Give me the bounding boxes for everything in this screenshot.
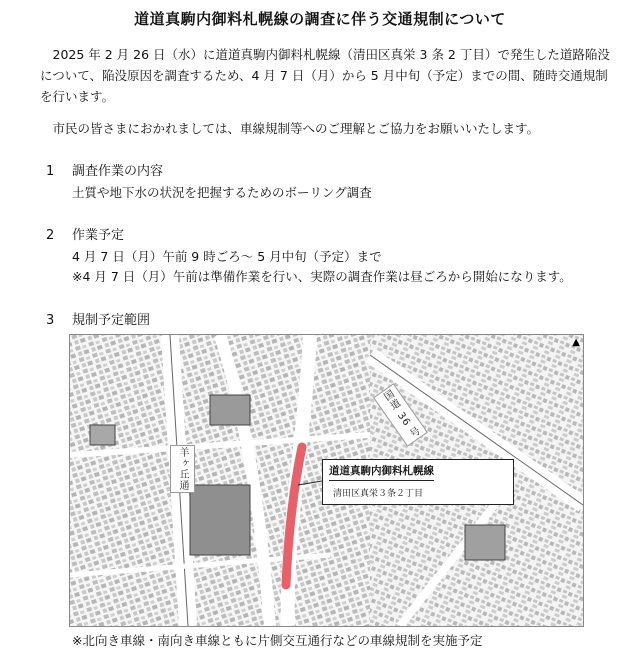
section-1-heading	[46, 163, 163, 181]
section-2-line-1: 4 月 7 日（月）午前 9 時ごろ～ 5 月中旬（予定）まで	[72, 249, 382, 264]
section-3-heading	[46, 312, 150, 330]
regulation-map	[69, 334, 584, 627]
road-label-route-36: 国道 36 号	[373, 383, 428, 447]
section-title: 規制予定範囲	[72, 313, 151, 328]
intro-paragraph-2: 市民の皆さまにおかれましては、車線規制等へのご理解とご協力をお願いいたします。	[52, 121, 540, 136]
road-label-hitsujigaoka: 羊ヶ丘通	[170, 445, 195, 493]
section-number: 2	[46, 228, 55, 243]
section-title: 作業予定	[72, 228, 125, 243]
footnote: ※北向き車線・南向き車線ともに片側交互通行などの車線規制を実施予定	[72, 633, 483, 648]
north-arrow-icon: ▲	[572, 337, 580, 348]
section-number: 1	[46, 164, 55, 179]
callout-location: 清田区真栄３条２丁目	[333, 489, 424, 499]
location-callout	[322, 459, 514, 505]
page-title: 道道真駒内御料札幌線の調査に伴う交通規制について	[134, 10, 506, 28]
section-title: 調査作業の内容	[72, 164, 164, 179]
section-2-heading	[46, 227, 124, 245]
section-1-line-1: 土質や地下水の状況を把握するためのボーリング調査	[72, 185, 372, 200]
callout-road-name: 道道真駒内御料札幌線	[329, 463, 434, 481]
section-number: 3	[46, 313, 55, 328]
intro-paragraph-1: 2025 年 2 月 26 日（水）に道道真駒内御料札幌線（清田区真栄 3 条 2 丁目）で発生した道路陥没について、陥没原因を調査するため、4 月 7 日（月）から 5 月中旬（予定）までの間、随時交通規制を行います。	[40, 47, 610, 104]
section-2-line-2: ※4 月 7 日（月）午前は準備作業を行い、実際の調査作業は昼ごろから開始になります。	[72, 269, 572, 284]
